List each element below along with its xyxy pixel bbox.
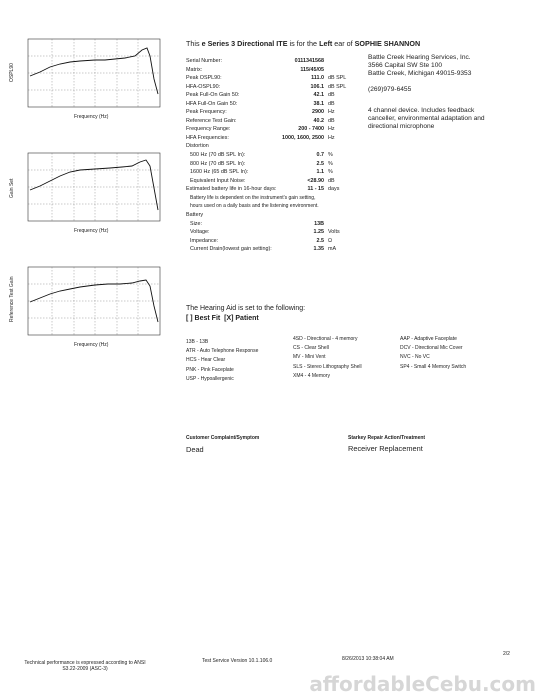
legend-item: SP4 - Small 4 Memory Switch: [400, 363, 467, 370]
title-mid: is for the: [289, 39, 318, 48]
ansi-note: [20, 660, 150, 672]
company-phone: (269)979-6455: [368, 86, 412, 94]
ospl90-curve: [30, 48, 158, 94]
y-axis-label: OSPL90: [9, 63, 15, 82]
legend-item: MV - Mini Vent: [293, 354, 326, 361]
y-axis-label: Gain Set: [9, 178, 15, 198]
complaint-heading: Customer Complaint/Symptom: [186, 435, 260, 441]
spec-row: 500 Hz (70 dB SPL In): 0.7 %: [190, 152, 333, 158]
legend-item: 4SD - Directional - 4 memory: [293, 336, 358, 342]
spec-row: Battery life is dependent on the instrument's gain setting,: [190, 194, 316, 201]
company-name: Battle Creek Hearing Services, Inc.: [368, 54, 471, 61]
legend-item: ATR - Auto Telephone Response: [186, 348, 259, 355]
spec-row: hours used on a daily basis and the listening environment.: [190, 203, 319, 209]
title-side: Left: [319, 39, 333, 48]
spec-row: Size: 13B: [190, 220, 324, 227]
reference-gain-chart: [0, 262, 170, 352]
report-title: [186, 39, 420, 48]
spec-row: 1600 Hz (65 dB SPL In): 1.1 %: [190, 169, 333, 175]
x-axis-label: Frequency (Hz): [74, 228, 109, 234]
title-model: e Series 3 Directional ITE: [201, 39, 288, 48]
legend-item: DCV - Directional Mic Cover: [400, 345, 463, 352]
repair-value: Receiver Replacement: [348, 444, 423, 453]
chart-grid: [28, 39, 160, 107]
gain-curve: [30, 160, 158, 210]
spec-row: Distortion: [186, 143, 209, 149]
page-number: 2/2: [503, 651, 510, 657]
fit-heading: The Hearing Aid is set to the following:: [186, 305, 306, 312]
spec-row: Equivalent Input Noise: <28.90 dB: [190, 177, 335, 184]
legend-item: NVC - No VC: [400, 354, 430, 361]
spec-row: Voltage: 1.25 Volts: [190, 229, 340, 235]
legend-column: [293, 335, 362, 381]
ansi-note-line: S3.22-2009 (ASC-3): [62, 666, 108, 672]
spec-row: Reference Test Gain: 40.2 dB: [186, 117, 335, 124]
gain-chart: [0, 148, 170, 238]
spec-row: HFA-OSPL90: 106.1 dB SPL: [186, 83, 347, 90]
spec-row: Peak OSPL90: 111.0 dB SPL: [186, 75, 347, 81]
description-line: directional microphone: [368, 122, 435, 130]
legend-item: AAP - Adaptive Faceplate: [400, 336, 457, 342]
x-axis-label: Frequency (Hz): [74, 114, 109, 120]
site-watermark: affordableCebu.com: [309, 672, 536, 696]
y-axis-label: Reference Test Gain: [9, 276, 15, 322]
legend-item: SLS - Stereo Lithography Shell: [293, 363, 362, 370]
legend-item: HCS - Hear Clear: [186, 357, 226, 364]
company-address: 3566 Capital SW Ste 100: [368, 61, 443, 69]
complaint-value: Dead: [186, 445, 204, 454]
test-version: Test Service Version 10.1.106.0: [202, 658, 273, 664]
x-axis-label: Frequency (Hz): [74, 342, 109, 348]
title-patient: SOPHIE SHANNON: [354, 39, 421, 48]
fit-setting: [ ] Best Fit [X] Patient: [186, 315, 259, 322]
legend-column: [400, 335, 466, 372]
spec-row: Frequency Range: 200 - 7400 Hz: [186, 126, 335, 132]
legend-column: [186, 338, 258, 384]
description-line: canceller, environmental adaptation and: [368, 114, 485, 122]
spec-row: Impedance: 2.5 Ω: [190, 237, 333, 244]
ansi-note-line: Technical performance is expressed according to ANSI: [24, 660, 146, 666]
device-description: [368, 107, 485, 130]
description-line: 4 channel device. Includes feedback: [368, 107, 475, 115]
ospl90-chart: [0, 34, 170, 124]
legend-item: PNK - Pink Faceplate: [186, 366, 234, 373]
chart-grid: [28, 267, 160, 335]
legend-item: XM4 - 4 Memory: [293, 372, 330, 379]
spec-row: 800 Hz (70 dB SPL In): 2.5 %: [190, 160, 333, 167]
spec-row: Peak Frequency: 2900 Hz: [186, 109, 335, 115]
spec-row: Battery: [186, 212, 204, 218]
title-mid2: ear of: [334, 39, 353, 48]
title-prefix: This: [186, 39, 200, 48]
spec-row: Serial Number: 0111341568: [186, 58, 324, 64]
company-block: [368, 54, 485, 131]
company-city: Battle Creek, Michigan 49015-9353: [368, 69, 472, 77]
spec-row: HFA Full-On Gain 50: 38.1 dB: [186, 100, 335, 107]
legend-item: CS - Clear Shell: [293, 345, 329, 352]
spec-row: HFA Frequencies: 1000, 1600, 2500 Hz: [186, 134, 335, 141]
repair-heading: Starkey Repair Action/Treatment: [348, 435, 426, 441]
spec-row: Peak Full-On Gain 50: 42.1 dB: [186, 92, 335, 98]
legend-item: 13B - 13B: [186, 339, 209, 345]
spec-row: Estimated battery life in 16-hour days: 11 - 15 days: [186, 186, 340, 192]
chart-grid: [28, 153, 160, 221]
spec-row: Matrix: 115/45/05: [186, 66, 324, 73]
legend-item: USP - Hypoallergenic: [186, 375, 234, 382]
print-timestamp: 8/26/2013 10:38:04 AM: [342, 656, 394, 662]
spec-row: Current Drain(lowest gain setting): 1.35 mA: [190, 246, 337, 252]
